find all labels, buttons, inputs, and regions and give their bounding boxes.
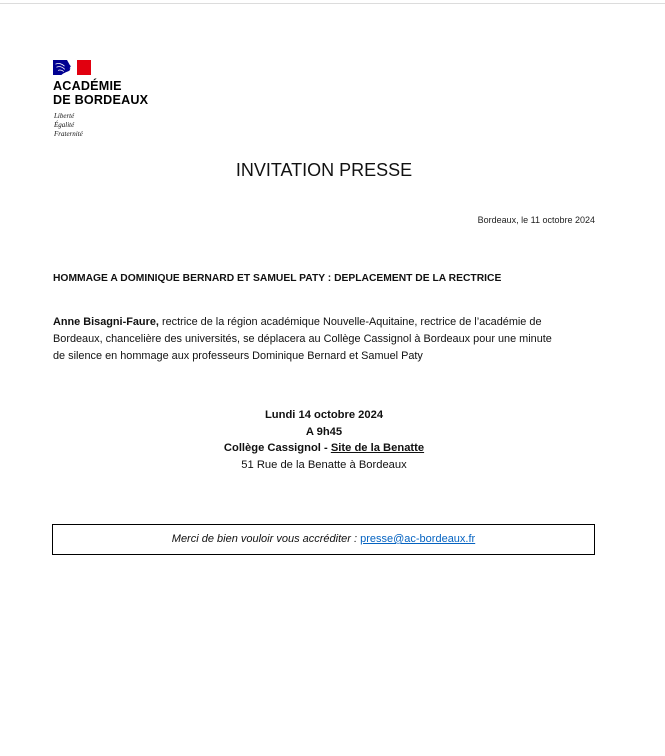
intro-paragraph [53,314,552,365]
academy-name-line-2: DE BORDEAUX [53,93,149,107]
rectrice-name: Anne Bisagni-Faure, [53,316,159,328]
subject-heading: HOMMAGE A DOMINIQUE BERNARD ET SAMUEL PATY : DEPLACEMENT DE LA RECTRICE [53,273,502,284]
republic-motto [54,112,83,139]
event-details [53,407,595,474]
event-venue-site: Site de la Benatte [330,442,425,455]
event-date: Lundi 14 octobre 2024 [264,409,384,421]
event-venue [53,440,595,457]
academy-name-line-1: ACADÉMIE [53,79,122,93]
press-email-link[interactable]: presse@ac-bordeaux.fr [360,533,476,545]
marianne-red-band [77,60,91,75]
event-venue-name: Collège Cassignol - [223,442,328,455]
accreditation-box [52,524,595,555]
academy-name [53,79,148,107]
event-address: 51 Rue de la Benatte à Bordeaux [241,459,407,472]
marianne-logo [53,60,91,75]
intro-line: de silence en hommage aux professeurs Dominique Bernard et Samuel Paty [53,350,423,362]
page-top-edge [0,3,665,4]
document-title: INVITATION PRESSE [235,160,413,180]
motto-fraternite: Fraternité [54,130,83,138]
motto-egalite: Égalité [54,121,75,129]
intro-line-text: rectrice de la région académique Nouvelle-Aquitaine, rectrice de l’académie de [161,316,542,328]
intro-line [53,314,552,331]
accreditation-text: Merci de bien vouloir vous accréditer : [171,533,358,545]
event-time: A 9h45 [305,425,343,438]
intro-line: Bordeaux, chancelière des universités, se déplacera au Collège Cassignol à Bordeaux pour une minute [53,333,552,345]
motto-liberte: Liberté [54,112,75,120]
place-and-date: Bordeaux, le 11 octobre 2024 [477,215,595,225]
